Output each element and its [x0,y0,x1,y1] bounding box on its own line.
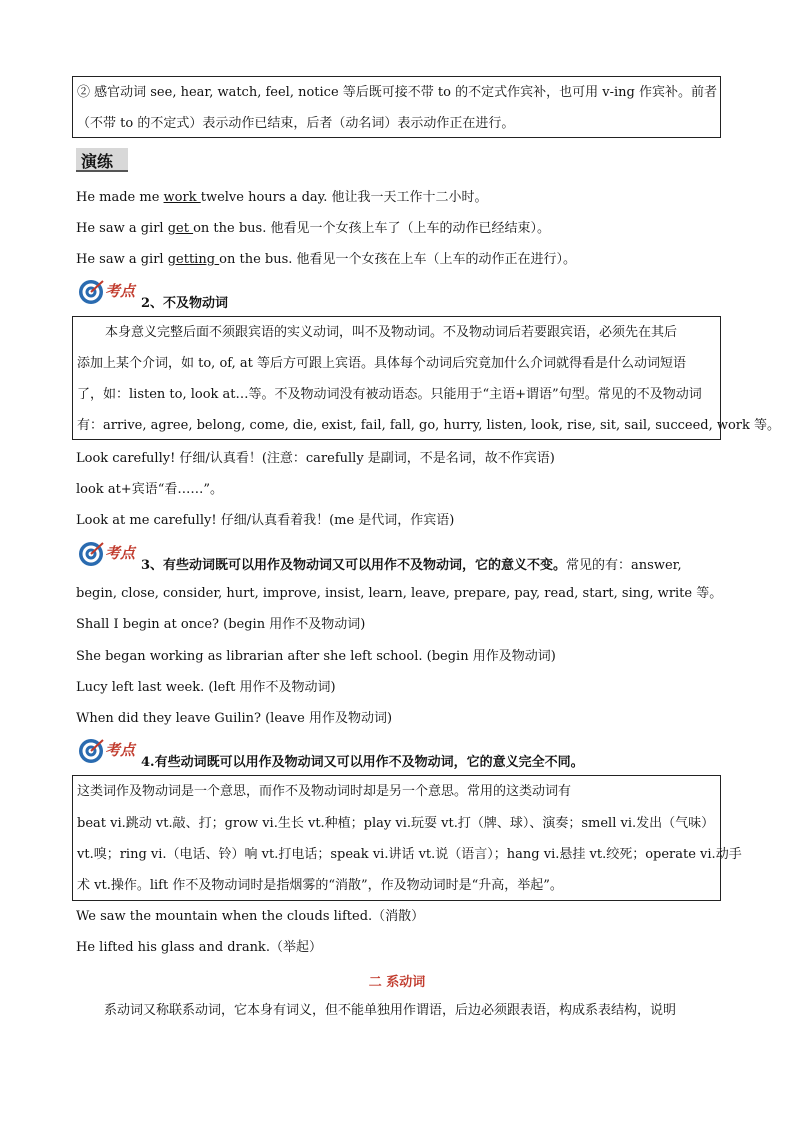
target-icon [78,738,104,764]
example-sentence: Look at me carefully! 仔细/认真看着我！(me 是代词，作宾语) [76,513,455,528]
note-line-1: 本身意义完整后面不须跟宾语的实义动词，叫不及物动词。不及物动词后若要跟宾语，必须先在其后 [105,325,678,340]
note-box-meaning-change [72,775,742,901]
kaodian-badge-2: 考点 [78,278,140,306]
paragraph-linking-verbs: 系动词又称联系动词，它本身有词义，但不能单独用作谓语，后边必须跟表语，构成系表结构，说明 [104,1003,677,1018]
example-sentence: When did they leave Guilin? (leave 用作及物动词) [76,711,393,726]
example-sentence: He lifted his glass and drank.（举起） [76,940,322,955]
practice-sentence-1: He made me work twelve hours a day. 他让我一天工作十二小时。 [76,190,488,205]
kaodian-badge-3: 考点 [78,540,140,568]
example-sentence: Shall I begin at once? (begin 用作不及物动词) [76,617,366,632]
section-title-dual-verbs: 3、有些动词既可以用作及物动词又可以用作不及物动词，它的意义不变。常见的有：answer, [141,558,682,573]
practice-sentence-2: He saw a girl get on the bus. 他看见一个女孩上车了（上车的动作已经结束）。 [76,221,550,236]
kaodian-badge-4: 考点 [78,737,140,765]
example-sentence: look at+宾语“看……”。 [76,482,223,497]
note-line-3: 了，如：listen to, look at…等。不及物动词没有被动语态。只能用于“主语+谓语”句型。常见的不及物动词 [77,387,702,402]
note-line-4: 有：arrive, agree, belong, come, die, exist, fail, fall, go, hurry, listen, look, rise, sit, sail, succeed, work 等。 [77,418,781,433]
target-icon [78,279,104,305]
note-line-1: 这类词作及物动词是一个意思，而作不及物动词时却是另一个意思。常用的这类动词有 [77,784,572,799]
example-sentence: Look carefully! 仔细/认真看！(注意：carefully 是副词，不是名词，故不作宾语) [76,451,555,466]
section-heading-linking-verbs: 二 系动词 [368,975,426,990]
example-sentence: Lucy left last week. (left 用作不及物动词) [76,680,336,695]
note-box-sensory-verbs [72,76,721,138]
note-line-2: （不带 to 的不定式）表示动作已结束，后者（动名词）表示动作正在进行。 [77,116,515,131]
target-icon [78,541,104,567]
note-line-4: 术 vt.操作。lift 作不及物动词时是指烟雾的“消散”，作及物动词时是“升高，举起”。 [77,878,563,893]
note-line-3: vt.嗅；ring vi.（电话、铃）响 vt.打电话；speak vi.讲话 vt.说（语言）；hang vi.悬挂 vt.绞死；operate vi.动手 [77,847,742,862]
verb-list: begin, close, consider, hurt, improve, insist, learn, leave, prepare, pay, read, start, sing, write 等。 [76,586,723,601]
example-sentence: She began working as librarian after she left school. (begin 用作及物动词) [76,649,556,664]
section-title-meaning-change: 4.有些动词既可以用作及物动词又可以用作不及物动词，它的意义完全不同。 [141,755,584,770]
note-line-2: beat vi.跳动 vt.敲、打；grow vi.生长 vt.种植；play vi.玩耍 vt.打（牌、球）、演奏；smell vi.发出（气味） [77,816,715,831]
note-line-1: ② 感官动词 see, hear, watch, feel, notice 等后既可接不带 to 的不定式作宾补，也可用 v-ing 作宾补。前者 [77,85,717,100]
example-sentence: We saw the mountain when the clouds lifted.（消散） [76,909,425,924]
note-line-2: 添加上某个介词，如 to, of, at 等后方可跟上宾语。具体每个动词后究竟加什么介词就得看是什么动词短语 [77,356,686,371]
note-box-intransitive [72,316,781,440]
practice-sentence-3: He saw a girl getting on the bus. 他看见一个女孩在上车（上车的动作正在进行）。 [76,252,577,267]
practice-label: 演练 [76,148,128,172]
section-title-intransitive: 2、不及物动词 [141,296,229,311]
